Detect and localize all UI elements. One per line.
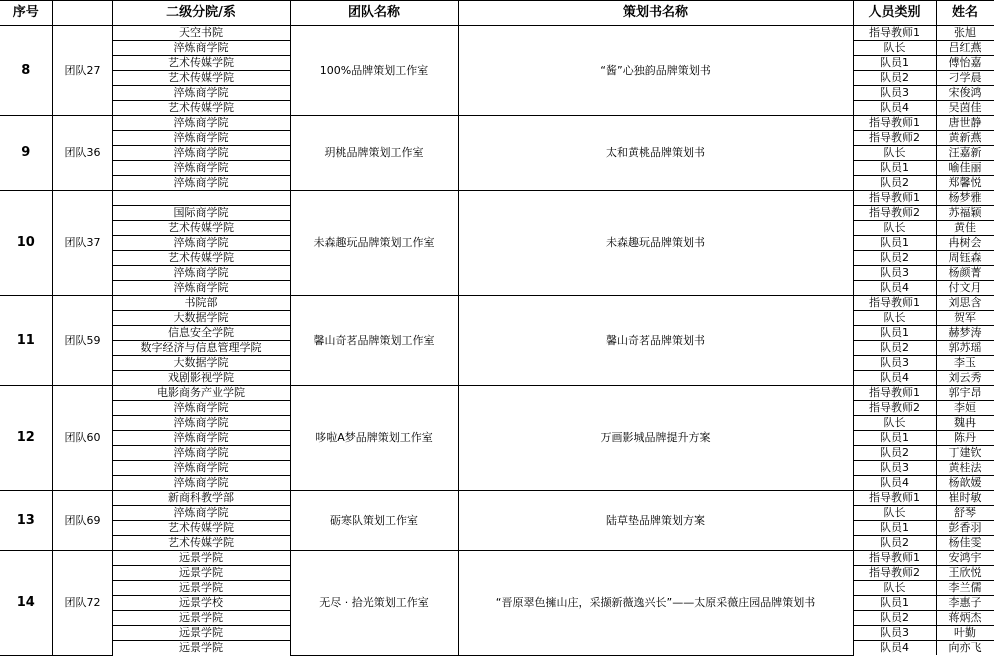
role-cell[interactable]: 队员3 [853, 461, 936, 476]
member-name-cell[interactable]: 蒋炳杰 [936, 611, 994, 626]
role-cell[interactable]: 指导教师1 [853, 116, 936, 131]
dept-cell[interactable]: 淬炼商学院 [112, 476, 290, 491]
role-cell[interactable]: 队员1 [853, 521, 936, 536]
header-team-name[interactable]: 团队名称 [290, 1, 458, 26]
role-cell[interactable]: 指导教师1 [853, 491, 936, 506]
dept-cell[interactable]: 远景学院 [112, 641, 290, 656]
member-name-cell[interactable]: 向亦飞 [936, 641, 994, 656]
team-name-cell[interactable]: 砺寒队策划工作室 [290, 491, 458, 551]
dept-cell[interactable]: 国际商学院 [112, 206, 290, 221]
dept-cell[interactable]: 远景学院 [112, 626, 290, 641]
role-cell[interactable]: 队员1 [853, 431, 936, 446]
role-cell[interactable]: 队员4 [853, 371, 936, 386]
role-cell[interactable]: 队长 [853, 581, 936, 596]
team-id-cell[interactable]: 团队72 [52, 551, 112, 656]
member-name-cell[interactable]: 李兰儒 [936, 581, 994, 596]
dept-cell[interactable]: 淬炼商学院 [112, 161, 290, 176]
member-name-cell[interactable]: 杨梦雅 [936, 191, 994, 206]
member-name-cell[interactable]: 唐世静 [936, 116, 994, 131]
header-name[interactable]: 姓名 [936, 1, 994, 26]
member-name-cell[interactable]: 安鸿宇 [936, 551, 994, 566]
dept-cell[interactable]: 艺术传媒学院 [112, 251, 290, 266]
dept-cell[interactable]: 信息安全学院 [112, 326, 290, 341]
member-name-cell[interactable]: 郭苏瑶 [936, 341, 994, 356]
member-name-cell[interactable]: 赫梦涛 [936, 326, 994, 341]
table-row [0, 26, 994, 41]
member-name-cell[interactable]: 叶勤 [936, 626, 994, 641]
roster-body [0, 26, 994, 656]
group-seq-cell[interactable]: 11 [0, 296, 52, 386]
dept-cell[interactable]: 淬炼商学院 [112, 116, 290, 131]
role-cell[interactable]: 指导教师1 [853, 191, 936, 206]
table-row [0, 191, 994, 206]
member-name-cell[interactable]: 丁建钦 [936, 446, 994, 461]
group-seq-cell[interactable]: 10 [0, 191, 52, 296]
dept-cell[interactable]: 远景学校 [112, 596, 290, 611]
member-name-cell[interactable]: 刘思含 [936, 296, 994, 311]
member-name-cell[interactable]: 崔时敏 [936, 491, 994, 506]
header-blank[interactable] [52, 1, 112, 26]
dept-cell[interactable]: 艺术传媒学院 [112, 101, 290, 116]
table-row [0, 296, 994, 311]
role-cell[interactable]: 队员2 [853, 446, 936, 461]
role-cell[interactable]: 队长 [853, 506, 936, 521]
plan-name-cell[interactable]: 万画影城品牌提升方案 [458, 386, 853, 491]
member-name-cell[interactable]: 黄新燕 [936, 131, 994, 146]
dept-cell[interactable]: 书院部 [112, 296, 290, 311]
role-cell[interactable]: 指导教师1 [853, 386, 936, 401]
dept-cell[interactable]: 淬炼商学院 [112, 176, 290, 191]
member-name-cell[interactable]: 郭宇昂 [936, 386, 994, 401]
team-id-cell[interactable]: 团队36 [52, 116, 112, 191]
dept-cell[interactable]: 淬炼商学院 [112, 86, 290, 101]
dept-cell[interactable]: 淬炼商学院 [112, 506, 290, 521]
member-name-cell[interactable]: 周钰森 [936, 251, 994, 266]
role-cell[interactable]: 指导教师1 [853, 551, 936, 566]
dept-cell[interactable]: 远景学院 [112, 551, 290, 566]
team-id-cell[interactable]: 团队37 [52, 191, 112, 296]
member-name-cell[interactable]: 杨颜菁 [936, 266, 994, 281]
role-cell[interactable]: 队员2 [853, 251, 936, 266]
dept-cell[interactable]: 艺术传媒学院 [112, 521, 290, 536]
role-cell[interactable]: 队员2 [853, 536, 936, 551]
dept-cell[interactable]: 电影商务产业学院 [112, 386, 290, 401]
role-cell[interactable]: 队员1 [853, 326, 936, 341]
member-name-cell[interactable]: 贺军 [936, 311, 994, 326]
role-cell[interactable]: 指导教师1 [853, 26, 936, 41]
role-cell[interactable]: 指导教师2 [853, 566, 936, 581]
role-cell[interactable]: 队长 [853, 41, 936, 56]
dept-cell[interactable]: 戏剧影视学院 [112, 371, 290, 386]
dept-cell[interactable]: 远景学院 [112, 566, 290, 581]
member-name-cell[interactable]: 傅怡嘉 [936, 56, 994, 71]
member-name-cell[interactable]: 宋俊鸿 [936, 86, 994, 101]
dept-cell[interactable]: 淬炼商学院 [112, 41, 290, 56]
dept-cell[interactable]: 艺术传媒学院 [112, 56, 290, 71]
member-name-cell[interactable]: 李姮 [936, 401, 994, 416]
role-cell[interactable]: 队员3 [853, 86, 936, 101]
role-cell[interactable]: 队长 [853, 311, 936, 326]
role-cell[interactable]: 指导教师2 [853, 401, 936, 416]
table-row [0, 386, 994, 401]
dept-cell[interactable]: 淬炼商学院 [112, 401, 290, 416]
role-cell[interactable]: 队员4 [853, 641, 936, 656]
member-name-cell[interactable]: 苏福颖 [936, 206, 994, 221]
dept-cell[interactable]: 淬炼商学院 [112, 146, 290, 161]
header-role[interactable]: 人员类别 [853, 1, 936, 26]
dept-cell[interactable]: 艺术传媒学院 [112, 221, 290, 236]
team-id-cell[interactable]: 团队60 [52, 386, 112, 491]
team-name-cell[interactable]: 玥桃品牌策划工作室 [290, 116, 458, 191]
member-name-cell[interactable]: 黄佳 [936, 221, 994, 236]
role-cell[interactable]: 队员4 [853, 281, 936, 296]
role-cell[interactable]: 队长 [853, 416, 936, 431]
member-name-cell[interactable]: 吕红燕 [936, 41, 994, 56]
member-name-cell[interactable]: 汪嘉新 [936, 146, 994, 161]
team-id-cell[interactable]: 团队69 [52, 491, 112, 551]
member-name-cell[interactable]: 冉树会 [936, 236, 994, 251]
member-name-cell[interactable]: 刘云秀 [936, 371, 994, 386]
team-name-cell[interactable]: 哆啦A梦品牌策划工作室 [290, 386, 458, 491]
member-name-cell[interactable]: 舒琴 [936, 506, 994, 521]
table-row [0, 491, 994, 506]
group-seq-cell[interactable]: 12 [0, 386, 52, 491]
header-row [0, 1, 994, 26]
role-cell[interactable]: 队员3 [853, 626, 936, 641]
dept-cell[interactable]: 远景学院 [112, 581, 290, 596]
header-dept[interactable]: 二级分院/系 [112, 1, 290, 26]
role-cell[interactable]: 队员1 [853, 236, 936, 251]
role-cell[interactable]: 队员1 [853, 56, 936, 71]
dept-cell[interactable]: 新商科教学部 [112, 491, 290, 506]
dept-cell[interactable]: 淬炼商学院 [112, 461, 290, 476]
team-name-cell[interactable]: 无尽 · 拾光策划工作室 [290, 551, 458, 656]
member-name-cell[interactable]: 李惠子 [936, 596, 994, 611]
role-cell[interactable]: 队员1 [853, 596, 936, 611]
dept-cell[interactable]: 淬炼商学院 [112, 236, 290, 251]
header-plan-name[interactable]: 策划书名称 [458, 1, 853, 26]
member-name-cell[interactable]: 杨佳雯 [936, 536, 994, 551]
group-seq-cell[interactable]: 14 [0, 551, 52, 656]
table-row [0, 116, 994, 131]
dept-cell[interactable]: 天空书院 [112, 26, 290, 41]
table-row [0, 551, 994, 566]
dept-cell[interactable]: 大数据学院 [112, 311, 290, 326]
dept-cell[interactable]: 淬炼商学院 [112, 131, 290, 146]
role-cell[interactable]: 队员1 [853, 161, 936, 176]
team-name-cell[interactable]: 未森趣玩品牌策划工作室 [290, 191, 458, 296]
group-seq-cell[interactable]: 8 [0, 26, 52, 116]
group-seq-cell[interactable]: 9 [0, 116, 52, 191]
role-cell[interactable]: 指导教师2 [853, 206, 936, 221]
member-name-cell[interactable]: 刁学晨 [936, 71, 994, 86]
team-name-cell[interactable]: 100%品牌策划工作室 [290, 26, 458, 116]
plan-name-cell[interactable]: 馨山奇茗品牌策划书 [458, 296, 853, 386]
dept-cell[interactable]: 淬炼商学院 [112, 416, 290, 431]
member-name-cell[interactable]: 喻佳丽 [936, 161, 994, 176]
group-seq-cell[interactable]: 13 [0, 491, 52, 551]
plan-name-cell[interactable]: “晋原翠色擁山庄，采撷新薇逸兴长”——太原采薇庄园品牌策划书 [458, 551, 853, 656]
member-name-cell[interactable]: 杨歆媛 [936, 476, 994, 491]
member-name-cell[interactable]: 王欣悦 [936, 566, 994, 581]
dept-cell[interactable]: 淬炼商学院 [112, 266, 290, 281]
plan-name-cell[interactable]: 陆草垫品牌策划方案 [458, 491, 853, 551]
role-cell[interactable]: 队员4 [853, 101, 936, 116]
header-seq[interactable]: 序号 [0, 1, 52, 26]
role-cell[interactable]: 队员2 [853, 611, 936, 626]
team-name-cell[interactable]: 馨山奇茗品牌策划工作室 [290, 296, 458, 386]
dept-cell[interactable]: 淬炼商学院 [112, 431, 290, 446]
member-name-cell[interactable]: 张旭 [936, 26, 994, 41]
dept-cell[interactable]: 淬炼商学院 [112, 281, 290, 296]
member-name-cell[interactable]: 彭香羽 [936, 521, 994, 536]
dept-cell[interactable]: 大数据学院 [112, 356, 290, 371]
role-cell[interactable]: 队长 [853, 146, 936, 161]
dept-cell[interactable]: 艺术传媒学院 [112, 536, 290, 551]
member-name-cell[interactable]: 吴茵佳 [936, 101, 994, 116]
role-cell[interactable]: 队员2 [853, 341, 936, 356]
member-name-cell[interactable]: 黄桂法 [936, 461, 994, 476]
role-cell[interactable]: 指导教师1 [853, 296, 936, 311]
member-name-cell[interactable]: 陈丹 [936, 431, 994, 446]
role-cell[interactable]: 指导教师2 [853, 131, 936, 146]
plan-name-cell[interactable]: 太和黄桃品牌策划书 [458, 116, 853, 191]
dept-cell[interactable]: 数字经济与信息管理学院 [112, 341, 290, 356]
team-id-cell[interactable]: 团队27 [52, 26, 112, 116]
role-cell[interactable]: 队员3 [853, 356, 936, 371]
dept-cell[interactable]: 艺术传媒学院 [112, 71, 290, 86]
member-name-cell[interactable]: 李玉 [936, 356, 994, 371]
plan-name-cell[interactable]: 未森趣玩品牌策划书 [458, 191, 853, 296]
role-cell[interactable]: 队长 [853, 221, 936, 236]
role-cell[interactable]: 队员2 [853, 71, 936, 86]
member-name-cell[interactable]: 魏冉 [936, 416, 994, 431]
dept-cell[interactable]: 远景学院 [112, 611, 290, 626]
plan-name-cell[interactable]: “酱”心独韵品牌策划书 [458, 26, 853, 116]
team-id-cell[interactable]: 团队59 [52, 296, 112, 386]
role-cell[interactable]: 队员3 [853, 266, 936, 281]
role-cell[interactable]: 队员2 [853, 176, 936, 191]
dept-cell[interactable]: 淬炼商学院 [112, 446, 290, 461]
dept-cell[interactable] [112, 191, 290, 206]
member-name-cell[interactable]: 付文月 [936, 281, 994, 296]
member-name-cell[interactable]: 郑馨悦 [936, 176, 994, 191]
role-cell[interactable]: 队员4 [853, 476, 936, 491]
